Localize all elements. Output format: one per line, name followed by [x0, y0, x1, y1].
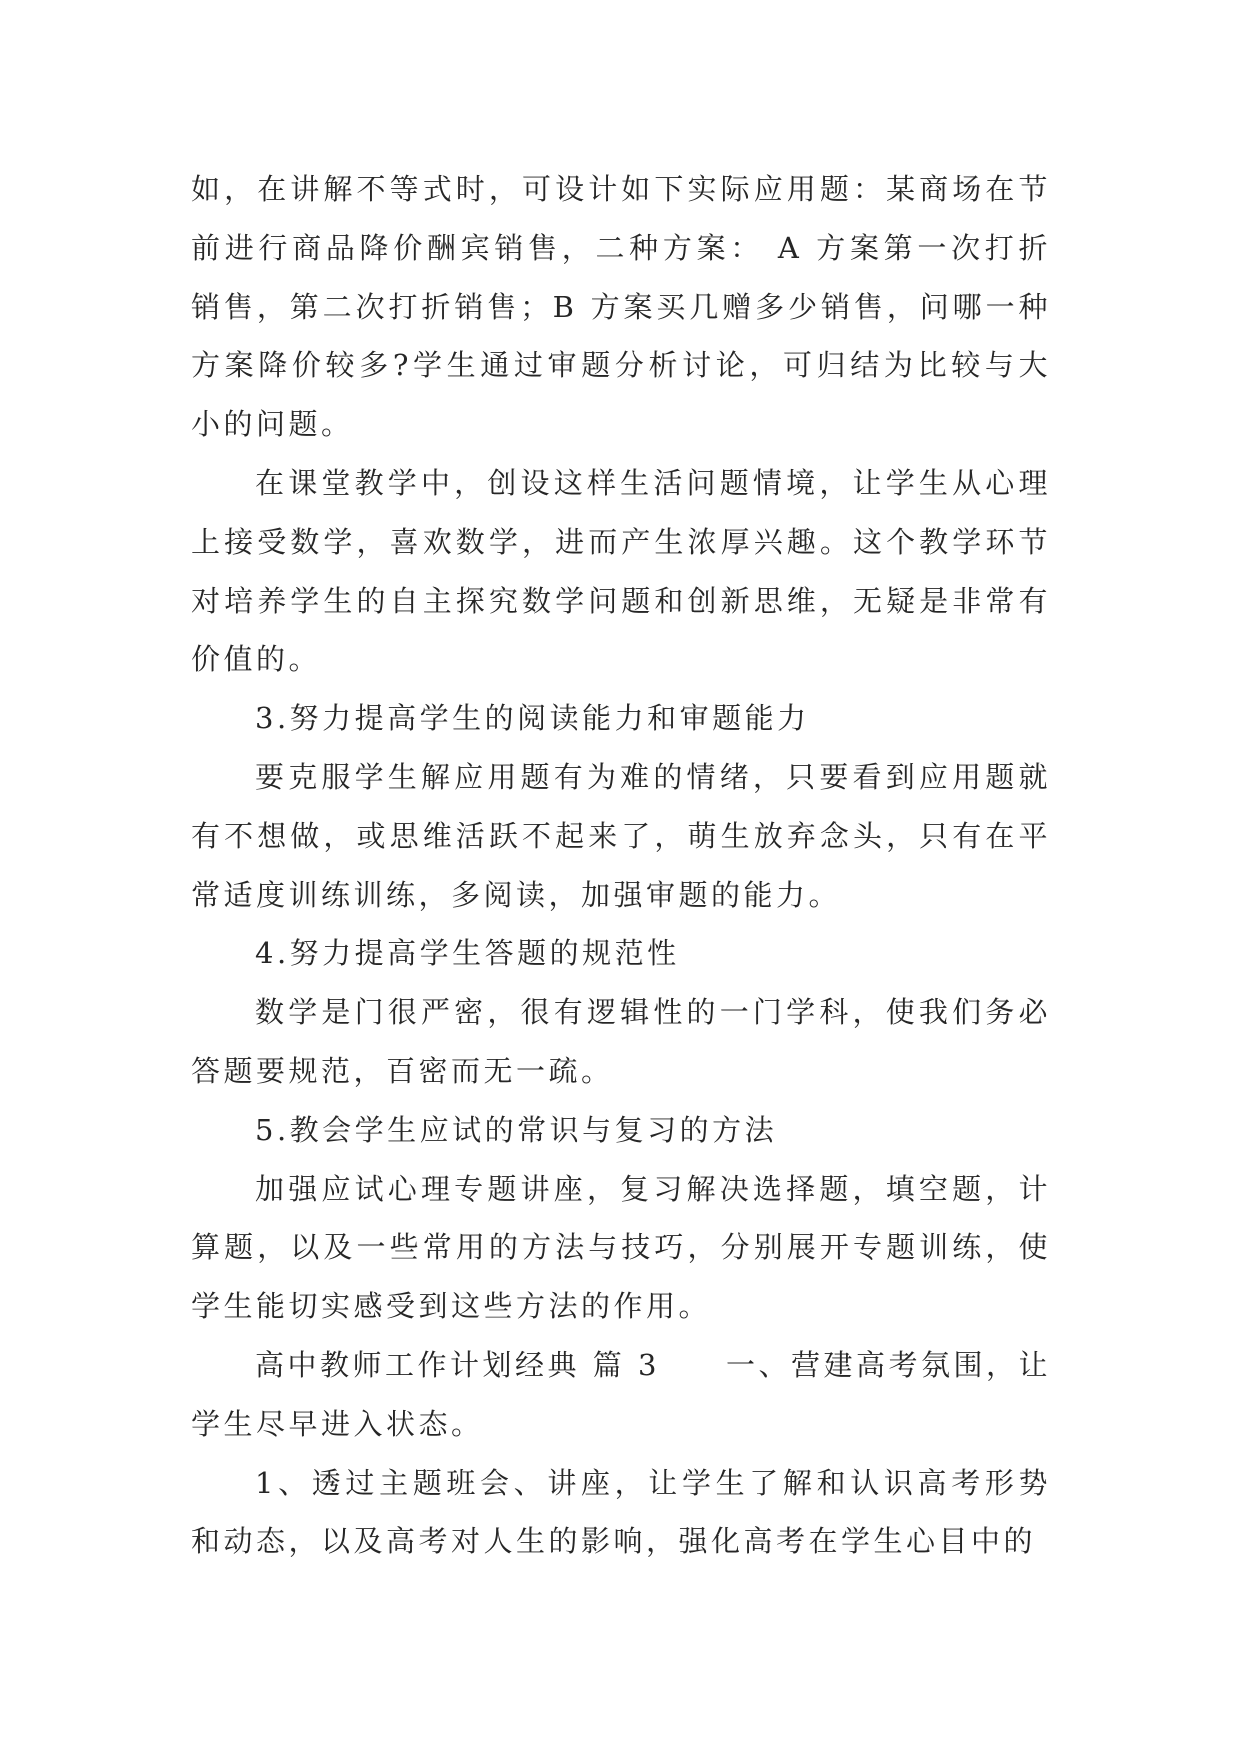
- section-title: 高中教师工作计划经典 篇 3: [255, 1347, 660, 1382]
- document-body: [191, 160, 1051, 1571]
- paragraph-reading-ability: 要克服学生解应用题有为难的情绪，只要看到应用题就有不想做，或思维活跃不起来了，萌生放弃念头，只有在平常适度训练训练，多阅读，加强审题的能力。: [191, 759, 1051, 912]
- paragraph-exam-methods: 加强应试心理专题讲座，复习解决选择题，填空题，计算题，以及一些常用的方法与技巧，分别展开专题训练，使学生能切实感受到这些方法的作用。: [191, 1171, 1051, 1324]
- section-first-point: 一、营建高考氛围，让学生尽早进入状态。: [191, 1347, 1051, 1441]
- paragraph-answer-standard: 数学是门很严密，很有逻辑性的一门学科，使我们务必答题要规范，百密而无一疏。: [191, 995, 1051, 1088]
- paragraph-theme-meetings: 1、透过主题班会、讲座，让学生了解和认识高考形势和动态，以及高考对人生的影响，强化高考在学生心目中的: [191, 1465, 1051, 1559]
- paragraph-word-problem-example: 如，在讲解不等式时，可设计如下实际应用题：某商场在节前进行商品降价酬宾销售，二种方案： A 方案第一次打折销售，第二次打折销售；B 方案买几赠多少销售，问哪一种方案降价较多?学生通过审题分析讨论，可归结为比较与大小的问题。: [191, 172, 1051, 442]
- heading-reading-ability: 3.努力提高学生的阅读能力和审题能力: [255, 701, 810, 736]
- paragraph-classroom-scenario: 在课堂教学中，创设这样生活问题情境，让学生从心理上接受数学，喜欢数学，进而产生浓厚兴趣。这个教学环节对培养学生的自主探究数学问题和创新思维，无疑是非常有价值的。: [191, 465, 1051, 677]
- heading-answer-standard: 4.努力提高学生答题的规范性: [255, 936, 680, 971]
- heading-exam-methods: 5.教会学生应试的常识与复习的方法: [255, 1112, 778, 1147]
- section-title-plan-3: [191, 1336, 1051, 1454]
